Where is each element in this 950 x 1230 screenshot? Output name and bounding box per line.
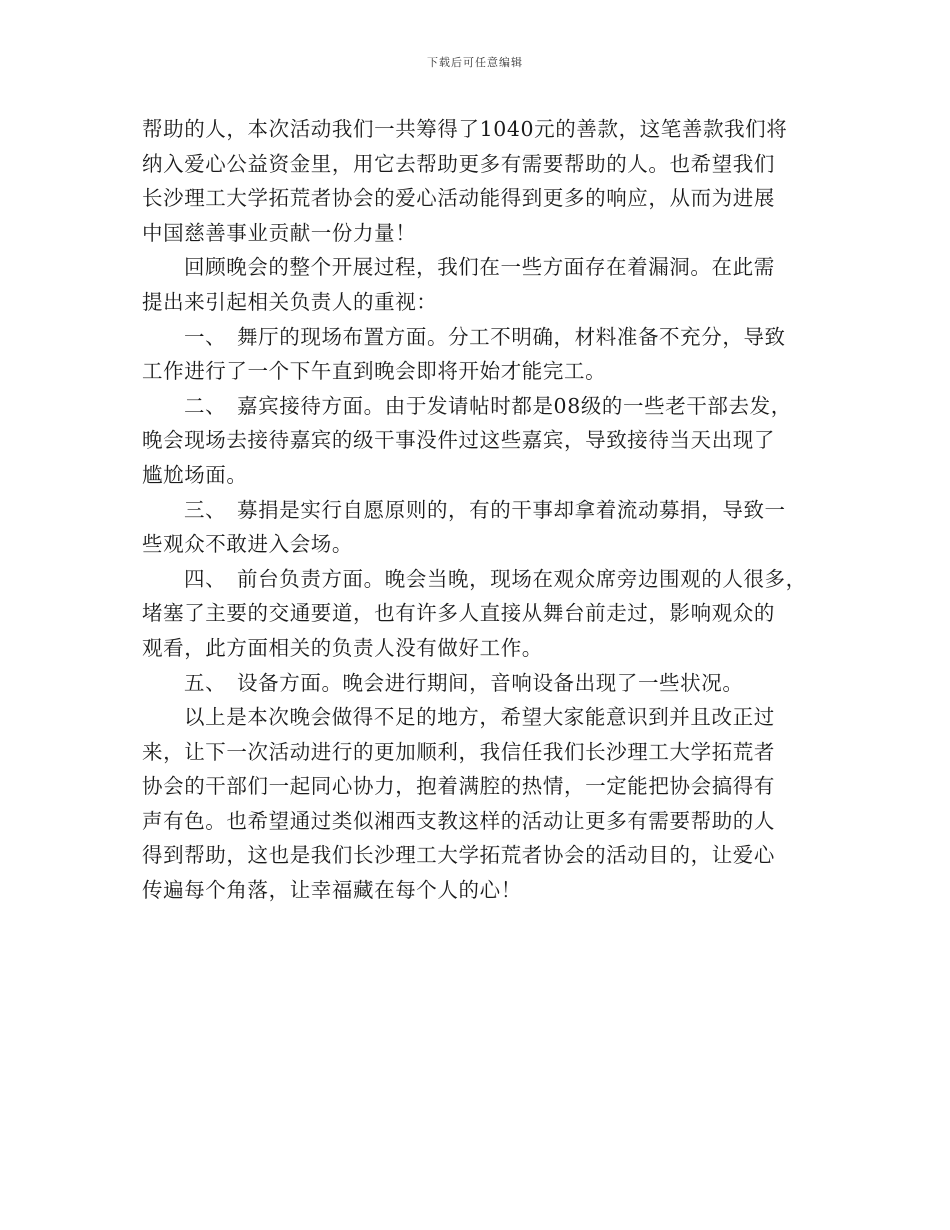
text-line: 长沙理工大学拓荒者协会的爱心活动能得到更多的响应，从而为进展: [142, 186, 775, 211]
text-line: 五、 设备方面。晚会进行期间，音响设备出现了一些状况。: [184, 670, 744, 695]
text-line: 帮助的人，本次活动我们一共筹得了1040元的善款，这笔善款我们将: [142, 117, 788, 141]
text-line: 来，让下一次活动进行的更加顺利，我信任我们长沙理工大学拓荒者: [142, 739, 775, 764]
text-line: 提出来引起相关负责人的重视：: [142, 289, 438, 314]
document-body: [142, 112, 822, 908]
text-line: 纳入爱心公益资金里，用它去帮助更多有需要帮助的人。也希望我们: [142, 151, 775, 176]
text-line: 二、 嘉宾接待方面。由于发请帖时都是08级的一些老干部去发，: [184, 393, 792, 418]
text-line: 三、 募捐是实行自愿原则的，有的干事却拿着流动募捐，导致一: [184, 497, 786, 522]
text-line: 声有色。也希望通过类似湘西支教这样的活动让更多有需要帮助的人: [142, 808, 775, 833]
text-line: 传遍每个角落，让幸福藏在每个人的心！: [142, 878, 522, 903]
text-line: 得到帮助，这也是我们长沙理工大学拓荒者协会的活动目的，让爱心: [142, 843, 775, 868]
text-line: 四、 前台负责方面。晚会当晚，现场在观众席旁边围观的人很多，: [184, 566, 807, 591]
text-line: 尴尬场面。: [142, 462, 248, 487]
text-line: 回顾晚会的整个开展过程，我们在一些方面存在着漏洞。在此需: [184, 255, 775, 280]
text-line: 协会的干部们一起同心协力，抱着满腔的热情，一定能把协会搞得有: [142, 774, 775, 799]
text-line: 些观众不敢进入会场。: [142, 532, 353, 557]
text-line: 堵塞了主要的交通要道，也有许多人直接从舞台前走过，影响观众的: [142, 601, 775, 626]
text-line: 工作进行了一个下午直到晚会即将开始才能完工。: [142, 359, 607, 384]
text-line: 观看，此方面相关的负责人没有做好工作。: [142, 635, 543, 660]
text-line: 一、 舞厅的现场布置方面。分工不明确，材料准备不充分，导致: [184, 324, 786, 349]
page-header: 下载后可任意编辑: [427, 56, 523, 69]
text-line: 以上是本次晚会做得不足的地方，希望大家能意识到并且改正过: [184, 705, 775, 730]
text-line: 中国慈善事业贡献一份力量！: [142, 220, 417, 245]
text-line: 晚会现场去接待嘉宾的级干事没件过这些嘉宾，导致接待当天出现了: [142, 428, 775, 453]
